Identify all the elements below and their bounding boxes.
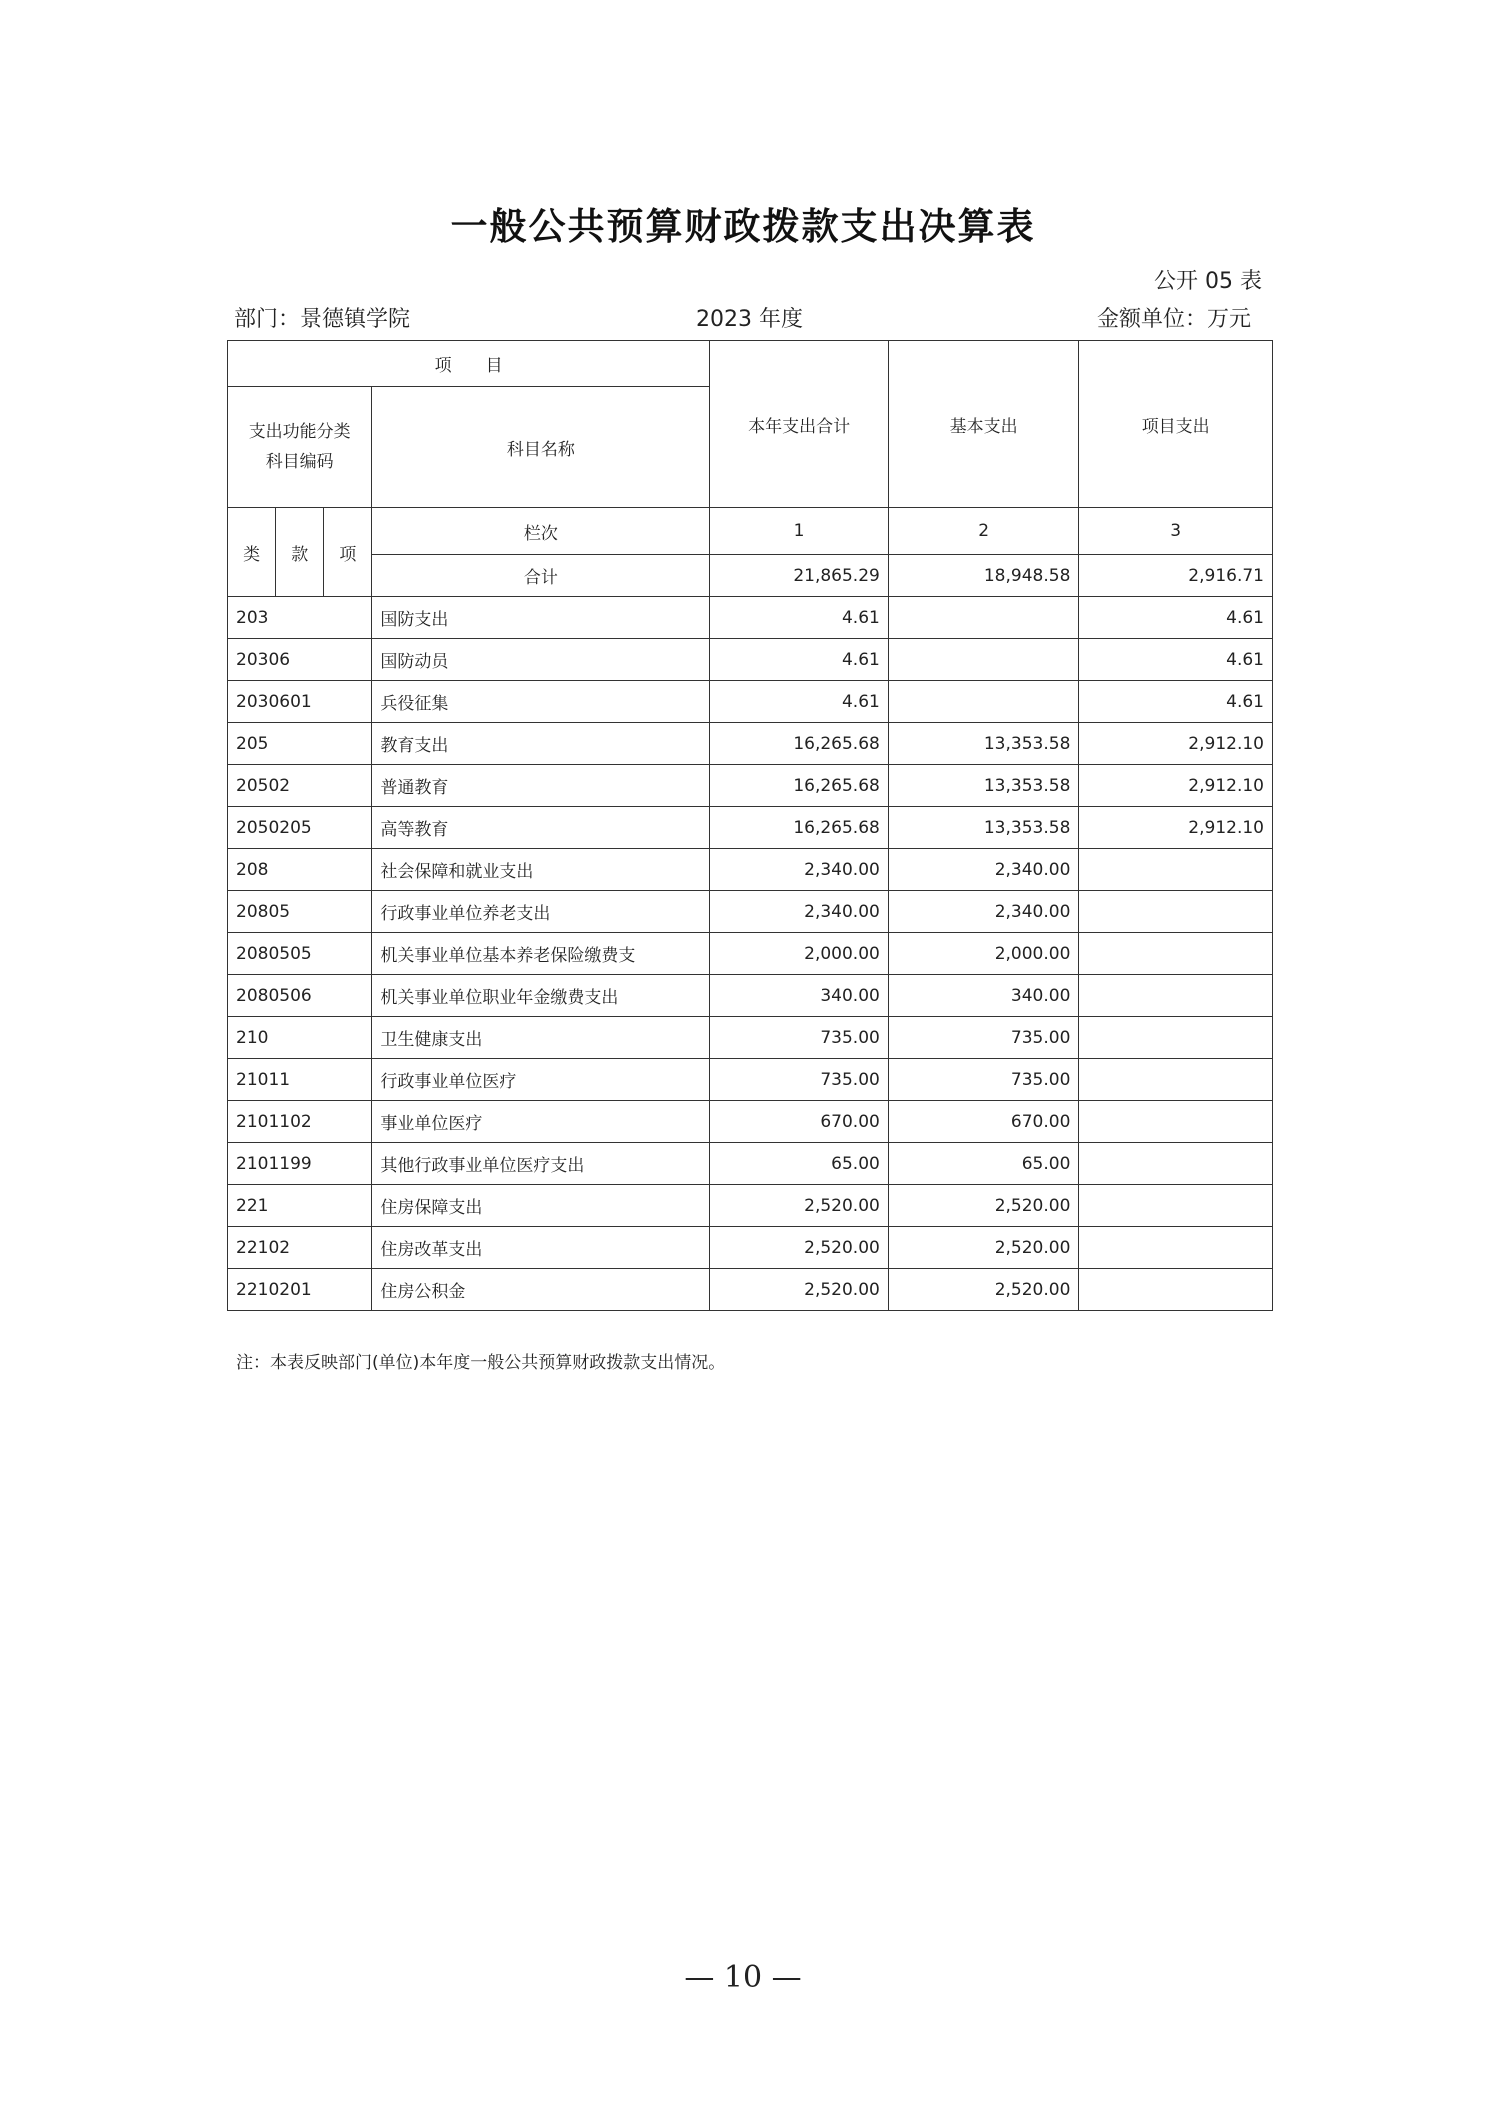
row-basic: 2,520.00 xyxy=(888,1269,1079,1311)
row-code: 22102 xyxy=(228,1227,372,1269)
row-total: 65.00 xyxy=(710,1143,889,1185)
row-total: 2,340.00 xyxy=(710,849,889,891)
table-row xyxy=(228,1101,1273,1143)
row-basic: 13,353.58 xyxy=(888,807,1079,849)
row-basic xyxy=(888,597,1079,639)
row-code: 2080505 xyxy=(228,933,372,975)
row-project xyxy=(1079,1227,1273,1269)
row-code: 2101102 xyxy=(228,1101,372,1143)
total-label: 合计 xyxy=(372,555,710,597)
row-project xyxy=(1079,1269,1273,1311)
row-basic: 2,000.00 xyxy=(888,933,1079,975)
row-code: 2101199 xyxy=(228,1143,372,1185)
row-code: 20805 xyxy=(228,891,372,933)
table-row xyxy=(228,1227,1273,1269)
row-basic: 2,340.00 xyxy=(888,849,1079,891)
row-total: 4.61 xyxy=(710,639,889,681)
table-row xyxy=(228,1143,1273,1185)
row-total: 2,340.00 xyxy=(710,891,889,933)
row-code: 210 xyxy=(228,1017,372,1059)
row-code: 2210201 xyxy=(228,1269,372,1311)
row-code: 20306 xyxy=(228,639,372,681)
row-total: 735.00 xyxy=(710,1017,889,1059)
row-total: 2,520.00 xyxy=(710,1269,889,1311)
row-code: 2030601 xyxy=(228,681,372,723)
row-name: 行政事业单位养老支出 xyxy=(372,891,710,933)
row-project: 4.61 xyxy=(1079,597,1273,639)
unit-label: 金额单位：万元 xyxy=(1096,307,1251,332)
row-name: 社会保障和就业支出 xyxy=(372,849,710,891)
row-code: 203 xyxy=(228,597,372,639)
table-row xyxy=(228,1017,1273,1059)
row-name: 行政事业单位医疗 xyxy=(372,1059,710,1101)
total-amount: 21,865.29 xyxy=(710,555,889,597)
row-name: 机关事业单位职业年金缴费支出 xyxy=(372,975,710,1017)
table-row xyxy=(228,807,1273,849)
row-project xyxy=(1079,849,1273,891)
row-total: 670.00 xyxy=(710,1101,889,1143)
row-name: 住房保障支出 xyxy=(372,1185,710,1227)
row-total: 16,265.68 xyxy=(710,723,889,765)
year-label: 2023 年度 xyxy=(696,307,803,332)
row-name: 兵役征集 xyxy=(372,681,710,723)
row-code: 2080506 xyxy=(228,975,372,1017)
row-total: 735.00 xyxy=(710,1059,889,1101)
total-row xyxy=(228,555,1273,597)
row-basic: 670.00 xyxy=(888,1101,1079,1143)
row-project: 4.61 xyxy=(1079,639,1273,681)
row-name: 机关事业单位基本养老保险缴费支 xyxy=(372,933,710,975)
row-name: 普通教育 xyxy=(372,765,710,807)
row-total: 2,520.00 xyxy=(710,1185,889,1227)
row-basic: 2,520.00 xyxy=(888,1185,1079,1227)
row-basic: 13,353.58 xyxy=(888,723,1079,765)
row-code: 208 xyxy=(228,849,372,891)
row-basic: 340.00 xyxy=(888,975,1079,1017)
row-name: 国防动员 xyxy=(372,639,710,681)
row-project xyxy=(1079,1101,1273,1143)
form-number: 公开 05 表 xyxy=(1154,269,1262,294)
page-number: — 10 — xyxy=(684,1960,802,1995)
table-row xyxy=(228,1059,1273,1101)
row-project xyxy=(1079,1059,1273,1101)
header-row-lanci xyxy=(228,508,1273,555)
header-row-item xyxy=(228,341,1273,387)
row-basic: 2,520.00 xyxy=(888,1227,1079,1269)
table-row xyxy=(228,765,1273,807)
table-row xyxy=(228,639,1273,681)
row-basic xyxy=(888,681,1079,723)
row-project xyxy=(1079,1017,1273,1059)
header-col1: 1 xyxy=(710,508,889,555)
row-name: 住房公积金 xyxy=(372,1269,710,1311)
row-basic xyxy=(888,639,1079,681)
row-name: 事业单位医疗 xyxy=(372,1101,710,1143)
row-project xyxy=(1079,891,1273,933)
table-note: 注：本表反映部门(单位)本年度一般公共预算财政拨款支出情况。 xyxy=(236,1353,726,1373)
table-row xyxy=(228,681,1273,723)
expenditure-table xyxy=(227,340,1273,1311)
header-col2: 2 xyxy=(888,508,1079,555)
header-item: 项 目 xyxy=(228,341,710,387)
total-project: 2,916.71 xyxy=(1079,555,1273,597)
table-row xyxy=(228,891,1273,933)
header-code: 支出功能分类 科目编码 xyxy=(228,387,372,508)
row-project: 2,912.10 xyxy=(1079,723,1273,765)
table-row xyxy=(228,975,1273,1017)
row-code: 21011 xyxy=(228,1059,372,1101)
meta-row xyxy=(226,302,1261,334)
row-name: 卫生健康支出 xyxy=(372,1017,710,1059)
table-row xyxy=(228,597,1273,639)
header-col-total: 本年支出合计 xyxy=(710,341,889,508)
total-basic: 18,948.58 xyxy=(888,555,1079,597)
header-xiang: 项 xyxy=(324,508,372,597)
header-kuan: 款 xyxy=(276,508,324,597)
table-row xyxy=(228,1185,1273,1227)
row-project: 2,912.10 xyxy=(1079,807,1273,849)
row-project: 4.61 xyxy=(1079,681,1273,723)
row-total: 16,265.68 xyxy=(710,807,889,849)
row-basic: 2,340.00 xyxy=(888,891,1079,933)
row-total: 2,000.00 xyxy=(710,933,889,975)
row-basic: 65.00 xyxy=(888,1143,1079,1185)
row-project xyxy=(1079,975,1273,1017)
row-name: 教育支出 xyxy=(372,723,710,765)
header-lei: 类 xyxy=(228,508,276,597)
row-code: 20502 xyxy=(228,765,372,807)
row-basic: 735.00 xyxy=(888,1017,1079,1059)
row-name: 住房改革支出 xyxy=(372,1227,710,1269)
row-total: 340.00 xyxy=(710,975,889,1017)
header-name: 科目名称 xyxy=(372,387,710,508)
row-code: 221 xyxy=(228,1185,372,1227)
row-total: 4.61 xyxy=(710,597,889,639)
row-basic: 735.00 xyxy=(888,1059,1079,1101)
table-row xyxy=(228,723,1273,765)
header-col-project: 项目支出 xyxy=(1079,341,1273,508)
row-total: 16,265.68 xyxy=(710,765,889,807)
header-col-basic: 基本支出 xyxy=(888,341,1079,508)
department-label: 部门：景德镇学院 xyxy=(234,307,411,332)
header-col3: 3 xyxy=(1079,508,1273,555)
row-name: 其他行政事业单位医疗支出 xyxy=(372,1143,710,1185)
header-lanci: 栏次 xyxy=(372,508,710,555)
table-row xyxy=(228,849,1273,891)
row-code: 205 xyxy=(228,723,372,765)
document-title: 一般公共预算财政拨款支出决算表 xyxy=(450,205,1036,248)
row-project xyxy=(1079,933,1273,975)
row-total: 2,520.00 xyxy=(710,1227,889,1269)
row-total: 4.61 xyxy=(710,681,889,723)
row-project xyxy=(1079,1143,1273,1185)
row-code: 2050205 xyxy=(228,807,372,849)
row-basic: 13,353.58 xyxy=(888,765,1079,807)
table-row xyxy=(228,933,1273,975)
row-name: 国防支出 xyxy=(372,597,710,639)
row-name: 高等教育 xyxy=(372,807,710,849)
table-row xyxy=(228,1269,1273,1311)
row-project: 2,912.10 xyxy=(1079,765,1273,807)
row-project xyxy=(1079,1185,1273,1227)
